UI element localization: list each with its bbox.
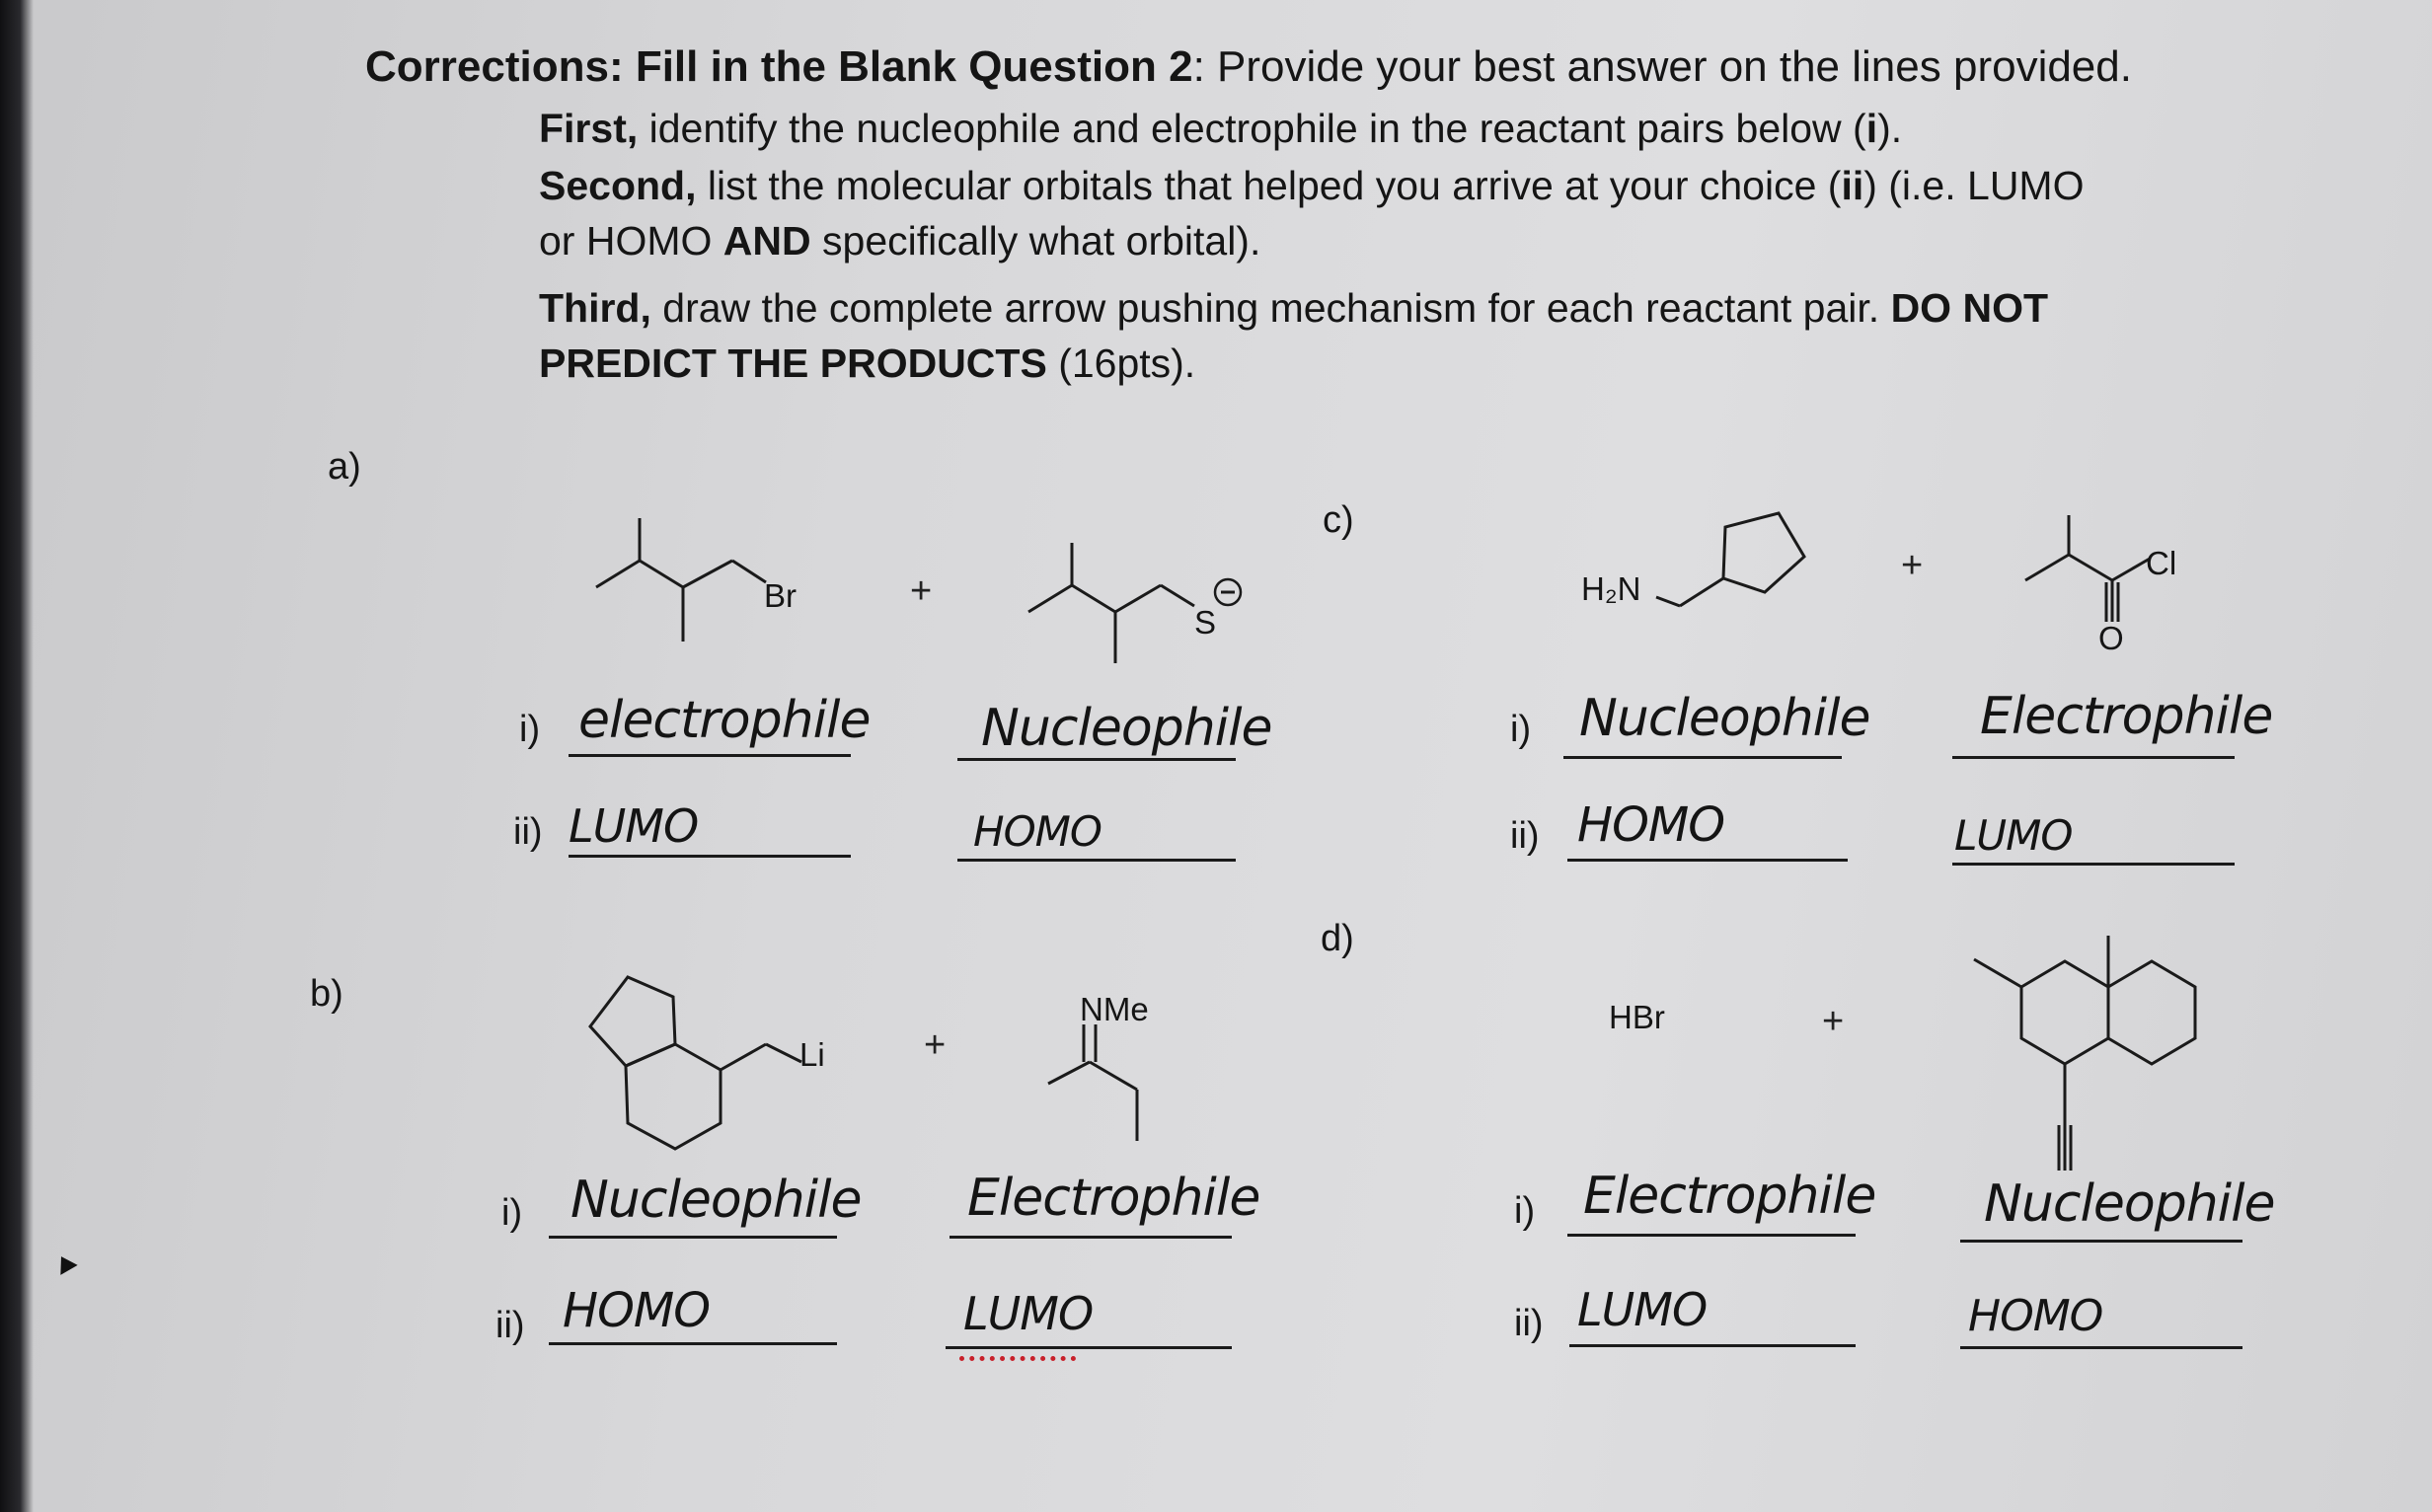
d-answer-i-2: Nucleophile: [1984, 1174, 2275, 1234]
a-i-label: i): [519, 709, 541, 750]
bromine-atom: Br: [764, 577, 797, 614]
second-ii: ii: [1841, 163, 1864, 208]
second-line2-b: specifically what orbital).: [810, 218, 1261, 264]
a-answer-i-2: Nucleophile: [981, 699, 1272, 758]
third-rest: draw the complete arrow pushing mechanism for each reactant pair.: [650, 285, 1891, 331]
plus-d: +: [1822, 1001, 1845, 1042]
c-i-label: i): [1510, 709, 1532, 750]
a-ii-label: ii): [513, 811, 543, 853]
amine-nh2: H₂N: [1581, 570, 1641, 607]
sulfur-atom: S: [1194, 604, 1217, 641]
d-blank-ii-2[interactable]: [1960, 1346, 2242, 1349]
title-rest: : Provide your best answer on the lines provided.: [1192, 42, 2132, 91]
third-bold: Third,: [539, 285, 651, 331]
third-line2-bold: PREDICT THE PRODUCTS: [539, 340, 1047, 386]
c-answer-ii-2: LUMO: [1954, 811, 2073, 860]
d-blank-i-1[interactable]: [1567, 1234, 1856, 1237]
d-answer-i-1: Electrophile: [1583, 1167, 1876, 1226]
a-answer-i-1: electrophile: [578, 691, 871, 750]
part-c-label: c): [1323, 499, 1354, 541]
a-answer-ii-1: LUMO: [569, 799, 699, 853]
second-and: AND: [722, 218, 811, 264]
second-line2-a: or HOMO: [539, 218, 723, 264]
first-bold: First,: [539, 106, 639, 151]
part-b-label: b): [310, 973, 343, 1015]
d-ii-label: ii): [1514, 1303, 1544, 1344]
second-rest: list the molecular orbitals that helped you arrive at your choice (: [696, 163, 1842, 208]
d-blank-i-2[interactable]: [1960, 1240, 2242, 1243]
d-i-label: i): [1514, 1190, 1536, 1232]
d-blank-ii-1[interactable]: [1569, 1344, 1856, 1347]
title-bold: Corrections: Fill in the Blank Question 2: [365, 42, 1193, 91]
c-answer-i-1: Nucleophile: [1579, 689, 1870, 748]
second-bold: Second,: [539, 163, 697, 208]
third-line2-rest: (16pts).: [1046, 340, 1196, 386]
second-end: ) (i.e. LUMO: [1863, 163, 2085, 208]
b-ii-label: ii): [495, 1305, 525, 1346]
part-d-label: d): [1321, 918, 1354, 959]
b-answer-i-1: Nucleophile: [570, 1171, 862, 1230]
oxygen-atom: O: [2098, 620, 2124, 656]
imine-nme: NMe: [1080, 991, 1149, 1027]
b-answer-ii-2: LUMO: [963, 1287, 1094, 1340]
first-end: ).: [1877, 106, 1903, 151]
plus-b: +: [924, 1024, 947, 1066]
chlorine-atom: Cl: [2146, 545, 2177, 581]
plus-a: +: [910, 570, 933, 612]
d-answer-ii-1: LUMO: [1577, 1283, 1708, 1336]
part-a-label: a): [328, 446, 361, 488]
b-answer-i-2: Electrophile: [967, 1169, 1260, 1228]
c-ii-label: ii): [1510, 815, 1540, 857]
lithium-atom: Li: [799, 1036, 825, 1073]
first-i: i: [1865, 106, 1878, 151]
third-donot: DO NOT: [1890, 285, 2048, 331]
b-answer-ii-1: HOMO: [563, 1283, 711, 1338]
a-answer-ii-2: HOMO: [973, 807, 1102, 856]
first-rest: identify the nucleophile and electrophile in the reactant pairs below (: [638, 106, 1866, 151]
d-answer-ii-2: HOMO: [1968, 1291, 2103, 1341]
c-answer-ii-1: HOMO: [1577, 797, 1725, 853]
c-answer-i-2: Electrophile: [1980, 687, 2273, 746]
plus-c: +: [1901, 545, 1924, 586]
b-i-label: i): [501, 1192, 523, 1234]
hbr-reagent: HBr: [1609, 999, 1665, 1035]
